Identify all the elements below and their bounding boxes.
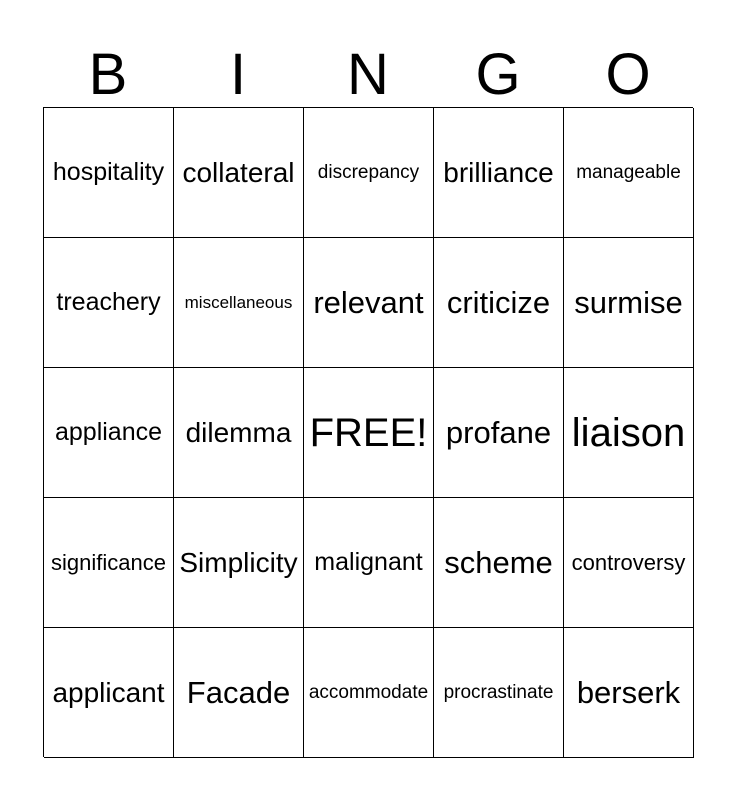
bingo-cell[interactable]: appliance: [44, 368, 174, 498]
bingo-header: [43, 40, 693, 106]
free-space-cell[interactable]: FREE!: [304, 368, 434, 498]
header-letter-o: O: [605, 42, 651, 107]
header-letter-i: I: [229, 42, 247, 107]
bingo-cell[interactable]: criticize: [434, 238, 564, 368]
bingo-card: [43, 107, 693, 757]
bingo-cell[interactable]: Facade: [174, 628, 304, 758]
bingo-cell[interactable]: procrastinate: [434, 628, 564, 758]
bingo-cell[interactable]: berserk: [564, 628, 694, 758]
bingo-cell[interactable]: liaison: [564, 368, 694, 498]
bingo-cell[interactable]: relevant: [304, 238, 434, 368]
bingo-cell[interactable]: miscellaneous: [174, 238, 304, 368]
bingo-cell[interactable]: significance: [44, 498, 174, 628]
bingo-cell[interactable]: dilemma: [174, 368, 304, 498]
header-letter-b: B: [88, 42, 128, 107]
bingo-cell[interactable]: controversy: [564, 498, 694, 628]
bingo-cell[interactable]: discrepancy: [304, 108, 434, 238]
header-letter-g: G: [475, 42, 521, 107]
bingo-cell[interactable]: treachery: [44, 238, 174, 368]
header-letter-n: N: [347, 42, 389, 107]
bingo-cell[interactable]: malignant: [304, 498, 434, 628]
bingo-cell[interactable]: hospitality: [44, 108, 174, 238]
bingo-cell[interactable]: brilliance: [434, 108, 564, 238]
bingo-cell[interactable]: surmise: [564, 238, 694, 368]
bingo-cell[interactable]: applicant: [44, 628, 174, 758]
bingo-cell[interactable]: manageable: [564, 108, 694, 238]
bingo-cell[interactable]: accommodate: [304, 628, 434, 758]
bingo-cell[interactable]: Simplicity: [174, 498, 304, 628]
bingo-cell[interactable]: profane: [434, 368, 564, 498]
bingo-cell[interactable]: scheme: [434, 498, 564, 628]
bingo-cell[interactable]: collateral: [174, 108, 304, 238]
